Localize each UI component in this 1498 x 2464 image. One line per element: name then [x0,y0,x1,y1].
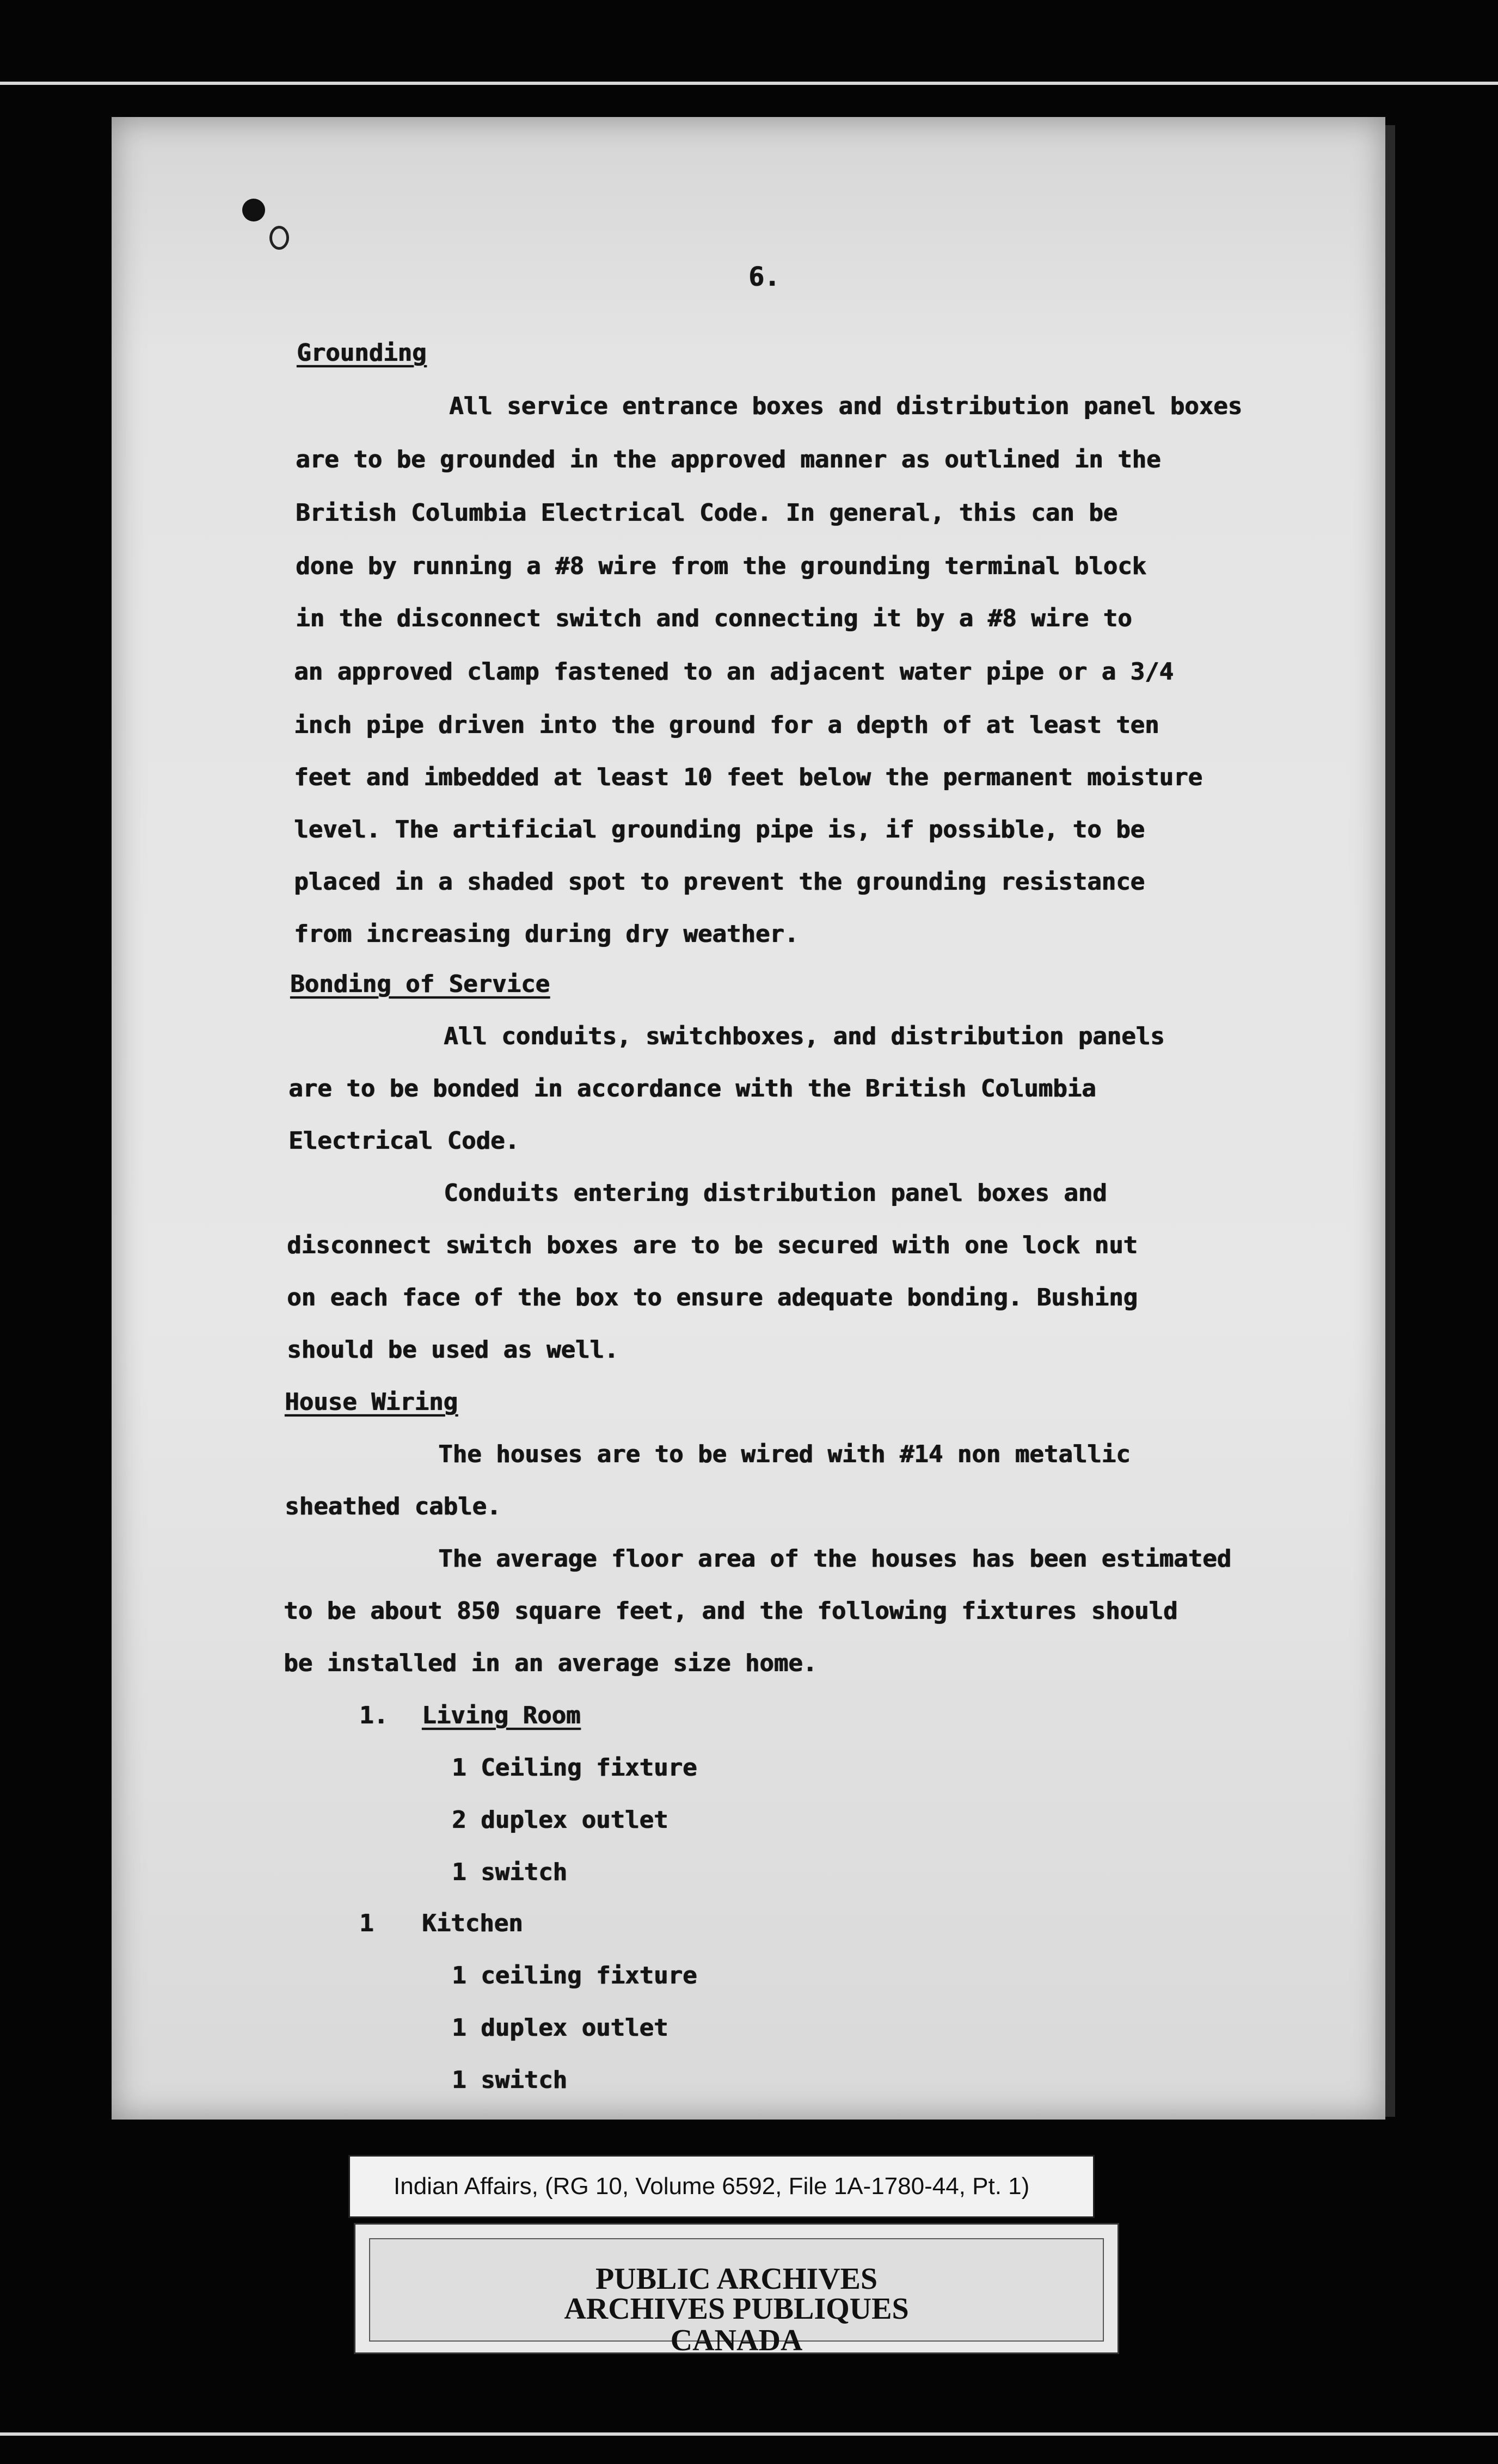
paragraph-line: level. The artificial grounding pipe is, if possible, to be [294,816,1145,843]
archive-stamp-inner [369,2238,1104,2357]
page-number: 6. [748,262,780,292]
paragraph-line: The houses are to be wired with #14 non metallic [438,1440,1131,1468]
film-frame-top-line [0,82,1498,85]
heading-bonding-of-service: Bonding of Service [290,970,550,998]
paragraph-line: British Columbia Electrical Code. In general, this can be [296,499,1118,527]
paragraph-line: All conduits, switchboxes, and distribution panels [444,1022,1165,1050]
paragraph-line: in the disconnect switch and connecting it by a #8 wire to [296,605,1132,632]
room-number: 1. [359,1702,388,1729]
paragraph-line: should be used as well. [287,1336,619,1364]
fixture-item: 1 switch [452,2066,567,2094]
archive-stamp [354,2223,1119,2357]
room-name-living-room: Living Room [422,1702,581,1729]
archive-reference-text: Indian Affairs, (RG 10, Volume 6592, File 1A-1780-44, Pt. 1) [394,2173,1030,2200]
paragraph-line: an approved clamp fastened to an adjacent water pipe or a 3/4 [294,658,1174,686]
room-name-kitchen: Kitchen [422,1909,523,1937]
heading-house-wiring: House Wiring [285,1388,458,1416]
paragraph-line: The average floor area of the houses has been estimated [438,1545,1231,1573]
film-frame-bottom-line [0,2432,1498,2436]
fixture-item: 1 switch [452,1858,567,1886]
paragraph-line: sheathed cable. [285,1493,501,1520]
paragraph-line: inch pipe driven into the ground for a depth of at least ten [294,711,1159,739]
paragraph-line: done by running a #8 wire from the grounding terminal block [296,552,1146,580]
paragraph-line: on each face of the box to ensure adequate bonding. Bushing [287,1284,1138,1311]
paragraph-line: All service entrance boxes and distribution panel boxes [449,392,1242,420]
punch-hole-mark [242,199,265,221]
fixture-item: 2 duplex outlet [452,1806,668,1834]
paragraph-line: are to be bonded in accordance with the British Columbia [288,1075,1096,1102]
fixture-item: 1 ceiling fixture [452,1962,697,1989]
paragraph-line: Conduits entering distribution panel boxes and [444,1179,1107,1207]
fixture-item: 1 Ceiling fixture [452,1754,697,1782]
stamp-line-canada: CANADA [670,2324,803,2357]
paragraph-line: be installed in an average size home. [284,1649,818,1677]
sheet-shadow-edge [1385,125,1395,2117]
punch-hole-ring [269,226,289,250]
paragraph-line: Electrical Code. [288,1127,519,1155]
stamp-line-archives-publiques: ARCHIVES PUBLIQUES [564,2292,909,2326]
paragraph-line: placed in a shaded spot to prevent the grounding resistance [294,868,1145,896]
room-number: 1 [359,1909,374,1937]
document-page [112,117,1385,2120]
paragraph-line: to be about 850 square feet, and the following fixtures should [284,1597,1178,1625]
paragraph-line: feet and imbedded at least 10 feet below the permanent moisture [294,763,1202,791]
stamp-line-public-archives: PUBLIC ARCHIVES [595,2262,878,2296]
paragraph-line: disconnect switch boxes are to be secured with one lock nut [287,1231,1138,1259]
fixture-item: 1 duplex outlet [452,2014,668,2042]
heading-grounding: Grounding [297,339,427,367]
paragraph-line: are to be grounded in the approved manner as outlined in the [296,446,1161,473]
archive-reference-label [348,2155,1095,2218]
paragraph-line: from increasing during dry weather. [294,920,799,948]
